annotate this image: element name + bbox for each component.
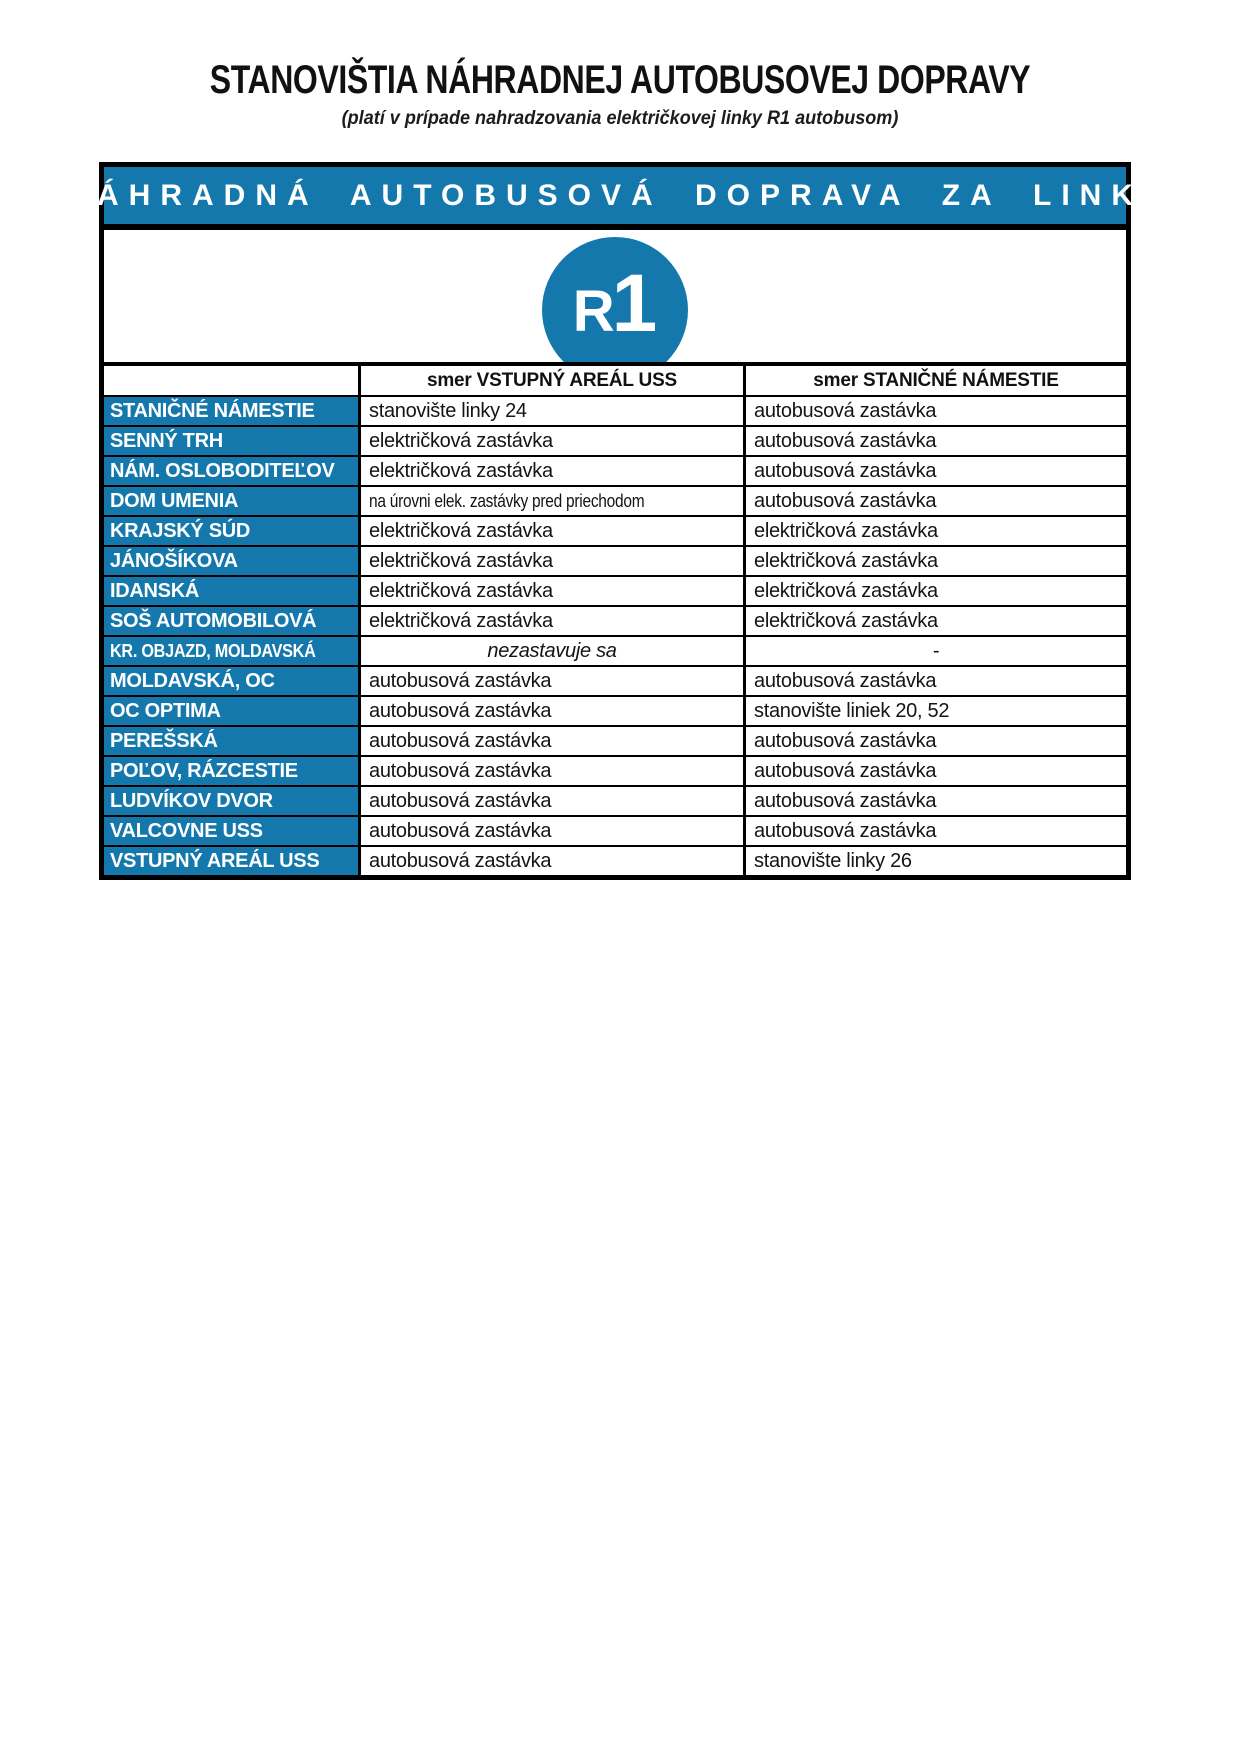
direction2-cell	[746, 487, 1126, 515]
stop-name-cell	[104, 697, 361, 725]
line-r1-logo	[542, 237, 688, 366]
direction1-cell-label: električková zastávka	[369, 549, 553, 572]
table-row	[104, 727, 1126, 757]
stop-name-cell	[104, 397, 361, 425]
direction2-cell-label: autobusová zastávka	[754, 729, 937, 752]
direction1-cell-label: na úrovni elek. zastávky pred priechodom	[369, 490, 645, 511]
stop-name-cell-label: SENNÝ TRH	[110, 429, 223, 452]
direction2-cell	[746, 397, 1126, 425]
table-row	[104, 637, 1126, 667]
table-row	[104, 697, 1126, 727]
direction1-cell	[361, 457, 746, 485]
table-row	[104, 817, 1126, 847]
direction1-cell	[361, 817, 746, 845]
table-row	[104, 577, 1126, 607]
direction1-cell	[361, 517, 746, 545]
table-row	[104, 547, 1126, 577]
direction2-cell-label: stanovište linky 26	[754, 849, 912, 872]
direction2-cell-label: autobusová zastávka	[754, 429, 937, 452]
direction2-cell-label: stanovište liniek 20, 52	[754, 699, 950, 722]
stop-name-cell-label: LUDVÍKOV DVOR	[110, 789, 273, 812]
direction1-cell-label: električková zastávka	[369, 429, 553, 452]
stop-name-cell-label: MOLDAVSKÁ, OC	[110, 669, 275, 692]
stop-name-cell	[104, 487, 361, 515]
stop-name-cell-label: SOŠ AUTOMOBILOVÁ	[110, 609, 317, 632]
table-row	[104, 787, 1126, 817]
stop-name-cell	[104, 727, 361, 755]
direction1-cell	[361, 787, 746, 815]
direction2-cell	[746, 547, 1126, 575]
stop-name-cell	[104, 517, 361, 545]
direction2-cell	[746, 517, 1126, 545]
direction2-cell	[746, 457, 1126, 485]
stop-name-cell-label: JÁNOŠÍKOVA	[110, 549, 238, 572]
stop-name-cell	[104, 607, 361, 635]
direction2-cell-label: autobusová zastávka	[754, 789, 937, 812]
table-row	[104, 427, 1126, 457]
stop-name-cell	[104, 547, 361, 575]
stop-name-cell-label: IDANSKÁ	[110, 579, 200, 602]
direction1-cell-label: autobusová zastávka	[369, 819, 552, 842]
direction2-cell-label: autobusová zastávka	[754, 669, 937, 692]
stop-name-cell	[104, 577, 361, 605]
logo-section	[104, 230, 1126, 366]
direction2-cell	[746, 427, 1126, 455]
direction2-cell	[746, 697, 1126, 725]
table-row	[104, 487, 1126, 517]
direction2-cell	[746, 637, 1126, 665]
table-header-row	[104, 366, 1126, 397]
table-row	[104, 517, 1126, 547]
stop-name-cell-label: VALCOVNE USS	[110, 819, 263, 842]
direction1-cell	[361, 697, 746, 725]
stop-name-cell-label: STANIČNÉ NÁMESTIE	[110, 399, 315, 422]
direction2-cell	[746, 817, 1126, 845]
direction2-cell-label: električková zastávka	[754, 519, 938, 542]
page-title: STANOVIŠTIA NÁHRADNEJ AUTOBUSOVEJ DOPRAVY	[209, 58, 1031, 102]
direction2-cell	[746, 577, 1126, 605]
direction1-cell-label: autobusová zastávka	[369, 669, 552, 692]
direction1-cell	[361, 637, 746, 665]
direction1-cell-label: autobusová zastávka	[369, 789, 552, 812]
header-stop-column	[104, 366, 361, 395]
logo-letter: R	[572, 279, 613, 344]
direction1-cell-label: električková zastávka	[369, 519, 553, 542]
stop-name-cell-label: PEREŠSKÁ	[110, 729, 218, 752]
direction2-cell-label: električková zastávka	[754, 549, 938, 572]
direction2-cell-label: autobusová zastávka	[754, 489, 937, 512]
direction1-cell-label: stanovište linky 24	[369, 399, 527, 422]
direction1-cell-label: autobusová zastávka	[369, 759, 552, 782]
table-row	[104, 847, 1126, 875]
table-row	[104, 397, 1126, 427]
direction2-cell	[746, 757, 1126, 785]
stop-name-cell-label: VSTUPNÝ AREÁL USS	[110, 849, 320, 872]
direction1-cell	[361, 667, 746, 695]
direction2-cell-label: autobusová zastávka	[754, 759, 937, 782]
direction2-cell-label: autobusová zastávka	[754, 399, 937, 422]
stop-name-cell	[104, 817, 361, 845]
direction1-cell	[361, 727, 746, 755]
direction2-cell-label: autobusová zastávka	[754, 819, 937, 842]
table-row	[104, 607, 1126, 637]
direction1-cell	[361, 547, 746, 575]
table-row	[104, 457, 1126, 487]
stop-name-cell-label: DOM UMENIA	[110, 489, 239, 512]
stop-name-cell-label: NÁM. OSLOBODITEĽOV	[110, 459, 335, 482]
stop-name-cell	[104, 637, 361, 665]
line-r1-logo-text	[542, 258, 688, 349]
direction1-cell	[361, 487, 746, 515]
direction1-cell	[361, 607, 746, 635]
logo-number: 1	[611, 258, 658, 349]
direction2-cell	[746, 847, 1126, 875]
direction1-cell	[361, 397, 746, 425]
direction1-cell	[361, 427, 746, 455]
table-row	[104, 667, 1126, 697]
stop-name-cell	[104, 667, 361, 695]
direction1-cell	[361, 757, 746, 785]
header-direction-vstupny-areal-uss: smer VSTUPNÝ AREÁL USS	[361, 366, 746, 395]
direction2-cell-label: električková zastávka	[754, 609, 938, 632]
stop-name-cell	[104, 757, 361, 785]
header-direction-stanicne-namestie: smer STANIČNÉ NÁMESTIE	[813, 369, 1059, 391]
stop-name-cell-label: OC OPTIMA	[110, 699, 221, 722]
banner-text: NÁHRADNÁ AUTOBUSOVÁ DOPRAVA ZA LINKU	[65, 178, 1175, 212]
direction2-cell	[746, 667, 1126, 695]
stop-name-cell	[104, 427, 361, 455]
stop-name-cell-label: KR. OBJAZD, MOLDAVSKÁ	[110, 640, 316, 661]
direction1-cell	[361, 847, 746, 875]
stop-name-cell-label: KRAJSKÝ SÚD	[110, 519, 251, 542]
direction2-cell-label: autobusová zastávka	[754, 459, 937, 482]
banner	[65, 167, 1175, 230]
stop-name-cell-label: POĽOV, RÁZCESTIE	[110, 759, 298, 782]
direction1-cell-label: autobusová zastávka	[369, 699, 552, 722]
stop-name-cell	[104, 787, 361, 815]
direction2-cell-label: -	[932, 639, 940, 662]
direction2-cell-label: električková zastávka	[754, 579, 938, 602]
direction1-cell-label: električková zastávka	[369, 459, 553, 482]
stops-table-body	[104, 397, 1126, 875]
table-row	[104, 757, 1126, 787]
stop-name-cell	[104, 847, 361, 875]
direction1-cell	[361, 577, 746, 605]
direction1-cell-label: električková zastávka	[369, 579, 553, 602]
direction2-cell	[746, 727, 1126, 755]
direction1-cell-label: autobusová zastávka	[369, 849, 552, 872]
direction1-cell-label: električková zastávka	[369, 609, 553, 632]
direction2-cell	[746, 787, 1126, 815]
direction1-cell-label: nezastavuje sa	[487, 639, 617, 662]
direction1-cell-label: autobusová zastávka	[369, 729, 552, 752]
direction2-cell	[746, 607, 1126, 635]
page-subtitle: (platí v prípade nahradzovania električkovej linky R1 autobusom)	[341, 108, 899, 129]
replacement-transport-table	[65, 162, 1175, 880]
stop-name-cell	[104, 457, 361, 485]
